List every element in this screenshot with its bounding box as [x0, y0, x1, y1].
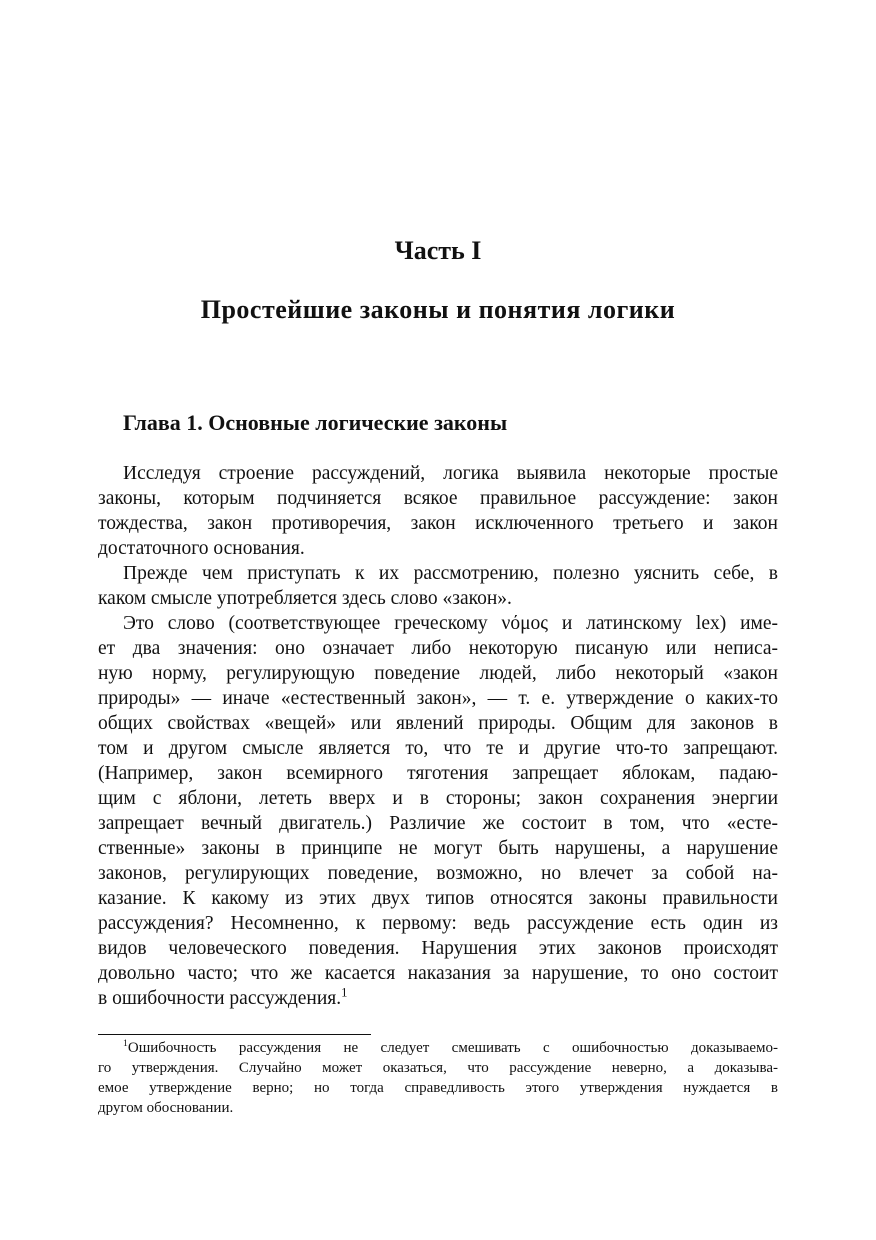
paragraph-line — [98, 986, 778, 1011]
line-text: законы, которым подчиняется всякое правильное рассуждение: закон — [98, 488, 778, 509]
line-text: (Например, закон всемирного тяготения запрещает яблокам, падаю- — [98, 763, 778, 784]
footnote-line — [98, 1038, 778, 1058]
paragraph-line — [98, 511, 778, 536]
footnote-line — [98, 1098, 778, 1118]
line-text: том и другом смысле является то, что те и другие что-то запрещают. — [98, 738, 778, 759]
paragraph-line — [98, 586, 778, 611]
line-text: общих свойствах «вещей» или явлений природы. Общим для законов в — [98, 713, 778, 734]
footnote-text: Ошибочность рассуждения не следует смешивать с ошибочностью доказываемо- — [127, 1040, 778, 1056]
paragraph-line — [98, 811, 778, 836]
line-text: видов человеческого поведения. Нарушения этих законов происходят — [98, 938, 778, 959]
paragraph-line — [98, 886, 778, 911]
paragraph-line — [98, 611, 778, 636]
line-text: ственные» законы в принципе не могут быть нарушены, а нарушение — [98, 838, 778, 859]
footnote-line — [98, 1058, 778, 1078]
paragraph-line — [98, 661, 778, 686]
footnote-reference[interactable]: 1 — [341, 985, 348, 1000]
footnote — [98, 1038, 778, 1118]
paragraph-line — [98, 936, 778, 961]
paragraph-line — [98, 711, 778, 736]
paragraph-line — [98, 461, 778, 486]
line-text: в ошибочности рассуждения. — [98, 988, 342, 1009]
line-text: щим с яблони, лететь вверх и в стороны; закон сохранения энергии — [98, 788, 778, 809]
line-text: достаточного основания. — [98, 538, 305, 559]
paragraph-line — [98, 636, 778, 661]
line-text: Исследуя строение рассуждений, логика выявила некоторые простые — [123, 463, 778, 484]
line-text: ет два значения: оно означает либо некоторую писаную или неписа- — [98, 638, 778, 659]
paragraph-line — [98, 861, 778, 886]
line-text: ную норму, регулирующую поведение людей, либо некоторый «закон — [98, 663, 778, 684]
paragraph-line — [98, 911, 778, 936]
line-text: тождества, закон противоречия, закон исключенного третьего и закон — [98, 513, 778, 534]
paragraph-line — [98, 736, 778, 761]
line-text: каком смысле употребляется здесь слово «закон». — [98, 588, 512, 609]
footnote-number: 1 — [123, 1038, 128, 1049]
paragraph-line — [98, 836, 778, 861]
paragraph-line — [98, 486, 778, 511]
line-text: природы» — иначе «естественный закон», — т. е. утверждение о каких-то — [98, 688, 778, 709]
footnote-rule — [98, 1034, 371, 1035]
line-text: Это слово (соответствующее греческому νόμος и латинскому lex) име- — [123, 613, 778, 634]
line-text: законов, регулирующих поведение, возможно, но влечет за собой на- — [98, 863, 778, 884]
line-text: Прежде чем приступать к их рассмотрению, полезно уяснить себе, в — [123, 563, 778, 584]
body-text — [98, 461, 778, 1011]
paragraph-line — [98, 961, 778, 986]
paragraph-line — [98, 761, 778, 786]
footnote-text: го утверждения. Случайно может оказаться, что рассуждение неверно, а доказыва- — [98, 1060, 778, 1076]
paragraph-line — [98, 786, 778, 811]
paragraph-line — [98, 561, 778, 586]
footnote-text: емое утверждение верно; но тогда справедливость этого утверждения нуждается в — [98, 1080, 778, 1096]
part-title: Часть I — [394, 236, 482, 265]
part-subtitle: Простейшие законы и понятия логики — [200, 295, 676, 324]
line-text: запрещает вечный двигатель.) Различие же состоит в том, что «есте- — [98, 813, 778, 834]
chapter-title: Глава 1. Основные логические законы — [123, 410, 508, 435]
footnote-text: другом обосновании. — [98, 1100, 234, 1116]
line-text: довольно часто; что же касается наказания за нарушение, то оно состоит — [98, 963, 778, 984]
line-text: казание. К какому из этих двух типов относятся законы правильности — [98, 888, 778, 909]
paragraph-line — [98, 686, 778, 711]
footnote-line — [98, 1078, 778, 1098]
line-text: рассуждения? Несомненно, к первому: ведь рассуждение есть один из — [98, 913, 778, 934]
paragraph-line — [98, 536, 778, 561]
